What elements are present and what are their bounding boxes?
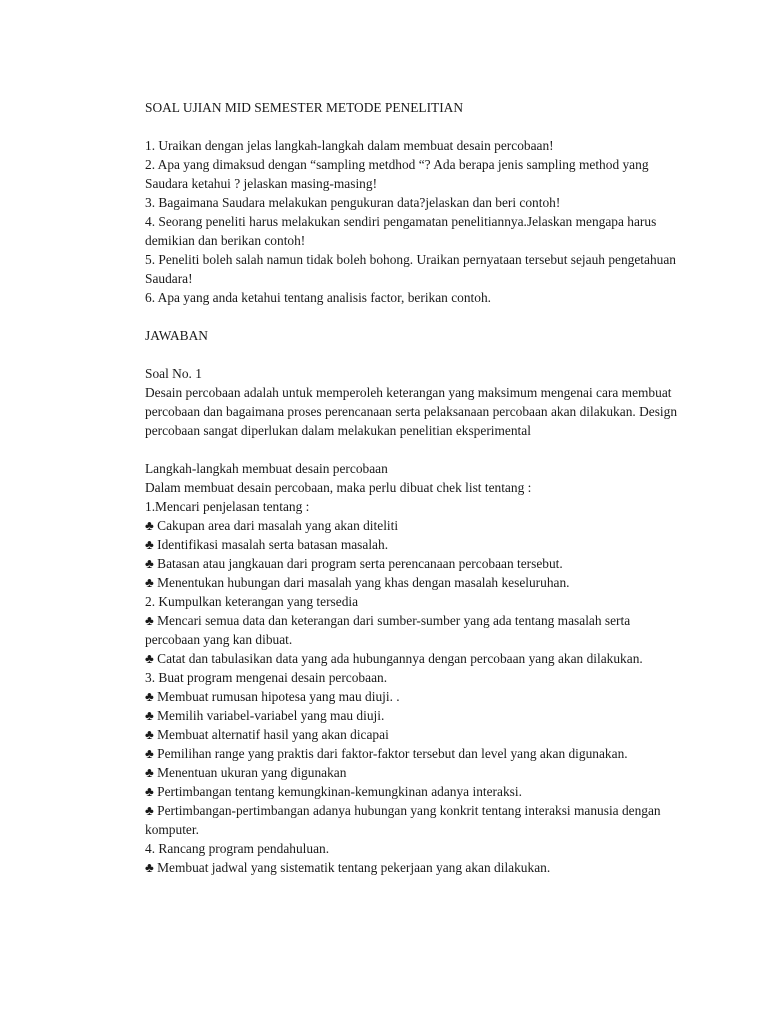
- checklist-step-item: 1.Mencari penjelasan tentang :: [145, 499, 310, 514]
- checklist-bullet-item: ♣ Mencari semua data dan keterangan dari sumber-sumber yang ada tentang masalah serta percobaan yang kan dibuat.: [145, 611, 688, 649]
- checklist-step-item: 4. Rancang program pendahuluan.: [145, 841, 330, 856]
- question-1: 1. Uraikan dengan jelas langkah-langkah dalam membuat desain percobaan!: [145, 138, 554, 153]
- question-5: 5. Peneliti boleh salah namun tidak boleh bohong. Uraikan pernyataan tersebut sejauh pengetahuan Saudara!: [145, 252, 677, 286]
- checklist-bullet-item: ♣ Menentukan hubungan dari masalah yang khas dengan masalah keseluruhan.: [145, 573, 688, 592]
- steps-heading: Langkah-langkah membuat desain percobaan: [145, 461, 388, 476]
- intro-paragraph: Desain percobaan adalah untuk memperoleh keterangan yang maksimum mengenai cara membuat percobaan dan bagaimana proses perencanaan serta pelaksanaan percobaan akan dilakukan. Design percobaan sangat diperlukan dalam melakukan penelitian eksperimental: [145, 385, 678, 438]
- question-list: [145, 136, 688, 307]
- checklist-bullet-item: ♣ Membuat jadwal yang sistematik tentang pekerjaan yang akan dilakukan.: [145, 858, 688, 877]
- question-2: 2. Apa yang dimaksud dengan “sampling metdhod “? Ada berapa jenis sampling method yang Saudara ketahui ? jelaskan masing-masing!: [145, 157, 649, 191]
- checklist-bullet-item: ♣ Identifikasi masalah serta batasan masalah.: [145, 535, 688, 554]
- checklist-bullet-item: ♣ Membuat rumusan hipotesa yang mau diuji. .: [145, 687, 688, 706]
- checklist-bullet-item: ♣ Pertimbangan-pertimbangan adanya hubungan yang konkrit tentang interaksi manusia dengan komputer.: [145, 801, 688, 839]
- steps-intro: Dalam membuat desain percobaan, maka perlu dibuat chek list tentang :: [145, 480, 532, 495]
- question-4: 4. Seorang peneliti harus melakukan sendiri pengamatan penelitiannya.Jelaskan mengapa harus demikian dan berikan contoh!: [145, 214, 657, 248]
- answer-heading: JAWABAN: [145, 328, 208, 343]
- question-3: 3. Bagaimana Saudara melakukan pengukuran data?jelaskan dan beri contoh!: [145, 195, 561, 210]
- checklist-step-item: 2. Kumpulkan keterangan yang tersedia: [145, 594, 359, 609]
- checklist-bullet-item: ♣ Batasan atau jangkauan dari program serta perencanaan percobaan tersebut.: [145, 554, 688, 573]
- document-title: SOAL UJIAN MID SEMESTER METODE PENELITIAN: [145, 100, 464, 115]
- checklist-bullet-item: ♣ Cakupan area dari masalah yang akan diteliti: [145, 516, 688, 535]
- checklist-bullet-item: ♣ Memilih variabel-variabel yang mau diuji.: [145, 706, 688, 725]
- question-6: 6. Apa yang anda ketahui tentang analisis factor, berikan contoh.: [145, 290, 492, 305]
- checklist-bullet-item: ♣ Catat dan tabulasikan data yang ada hubungannya dengan percobaan yang akan dilakukan.: [145, 649, 688, 668]
- soal-number: Soal No. 1: [145, 366, 202, 381]
- checklist-bullet-item: ♣ Membuat alternatif hasil yang akan dicapai: [145, 725, 688, 744]
- checklist-bullet-item: ♣ Pertimbangan tentang kemungkinan-kemungkinan adanya interaksi.: [145, 782, 688, 801]
- checklist-bullet-item: ♣ Pemilihan range yang praktis dari faktor-faktor tersebut dan level yang akan digunakan.: [145, 744, 688, 763]
- checklist-step-item: 3. Buat program mengenai desain percobaan.: [145, 670, 388, 685]
- checklist: [145, 497, 688, 877]
- checklist-bullet-item: ♣ Menentuan ukuran yang digunakan: [145, 763, 688, 782]
